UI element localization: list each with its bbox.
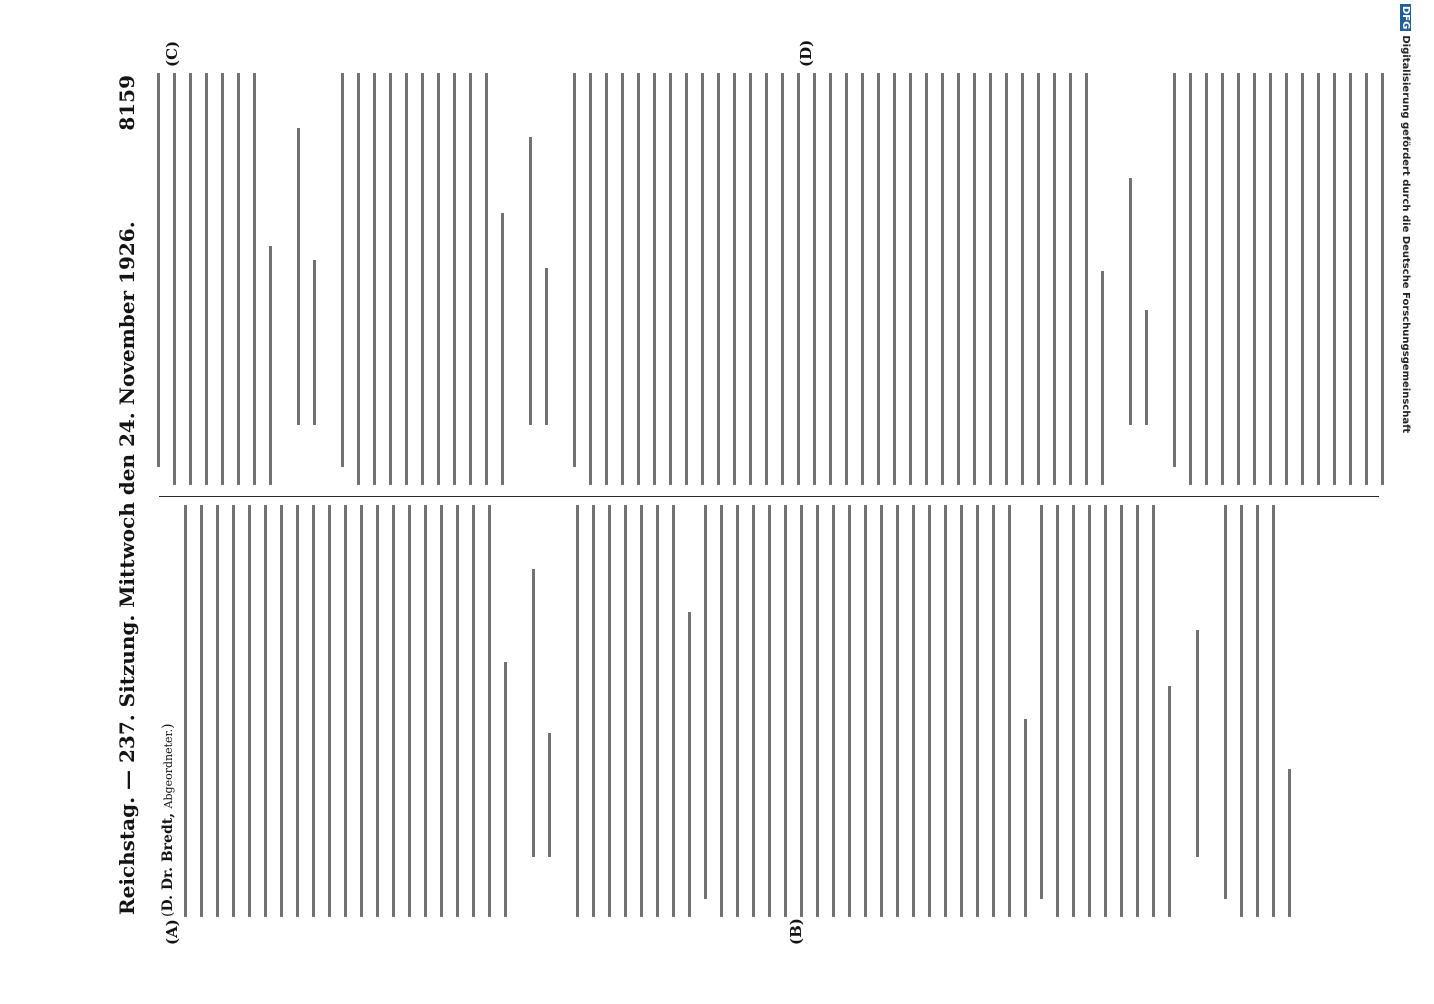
illegible-text-line [1381,73,1384,485]
illegible-text-line [1040,505,1043,899]
illegible-text-line [749,73,752,485]
illegible-text-line [269,246,272,485]
illegible-text-line [184,505,187,917]
illegible-text-line [976,505,979,917]
illegible-text-line [992,505,995,917]
illegible-text-line [893,73,896,485]
illegible-text-line [861,73,864,485]
illegible-text-line [896,505,899,917]
illegible-text-line [232,505,235,917]
paragraph-gap [285,73,297,485]
text-column-right [157,73,1397,485]
illegible-text-line [1285,73,1288,485]
illegible-text-line [501,213,504,485]
illegible-text-line [545,268,548,425]
illegible-text-line [605,73,608,485]
illegible-text-line [877,73,880,485]
illegible-text-line [1021,73,1024,485]
illegible-text-line [781,73,784,485]
illegible-text-line [1129,178,1132,425]
left-text-lines [184,505,1291,917]
illegible-text-line [1072,505,1075,917]
page-number: 8159 [115,75,139,131]
illegible-text-line [313,260,316,425]
illegible-text-line [688,612,691,917]
text-column-left [157,505,1397,917]
paragraph-gap [1212,505,1224,917]
illegible-text-line [704,505,707,899]
illegible-text-line [1237,73,1240,485]
illegible-text-line [1024,719,1027,917]
margin-letter-d: (D) [797,39,815,67]
illegible-text-line [453,73,456,485]
illegible-text-line [1056,505,1059,917]
illegible-text-line [848,505,851,917]
illegible-text-line [341,73,344,467]
illegible-text-line [813,73,816,485]
paragraph-gap [564,505,576,917]
illegible-text-line [1053,73,1056,485]
illegible-text-line [205,73,208,485]
illegible-text-line [280,505,283,917]
illegible-text-line [189,73,192,485]
margin-letter-c: (C) [163,40,181,67]
illegible-text-line [669,73,672,485]
running-header [115,75,145,915]
illegible-text-line [928,505,931,917]
illegible-text-line [784,505,787,917]
illegible-text-line [469,73,472,485]
illegible-text-line [573,73,576,467]
paragraph-gap [517,73,529,485]
illegible-text-line [845,73,848,485]
illegible-text-line [1240,505,1243,917]
illegible-text-line [1136,505,1139,917]
illegible-text-line [421,73,424,485]
illegible-text-line [1104,505,1107,917]
illegible-text-line [1008,505,1011,917]
illegible-text-line [357,73,360,485]
illegible-text-line [960,505,963,917]
illegible-text-line [472,505,475,917]
illegible-text-line [221,73,224,485]
illegible-text-line [653,73,656,485]
illegible-text-line [944,505,947,917]
illegible-text-line [1365,73,1368,485]
illegible-text-line [589,73,592,485]
illegible-text-line [941,73,944,485]
illegible-text-line [608,505,611,917]
illegible-text-line [864,505,867,917]
paragraph-gap [1117,73,1129,485]
margin-letter-b: (B) [787,918,805,945]
speaker-line: (D. Dr. Bredt, Abgeordneter.) [160,723,176,917]
illegible-text-line [1069,73,1072,485]
illegible-text-line [1224,505,1227,899]
dfg-side-note [1393,4,1411,1004]
illegible-text-line [408,505,411,917]
illegible-text-line [297,128,300,425]
illegible-text-line [592,505,595,917]
illegible-text-line [1272,505,1275,917]
illegible-text-line [344,505,347,917]
document-page [97,35,1427,955]
illegible-text-line [720,505,723,917]
illegible-text-line [1205,73,1208,485]
illegible-text-line [701,73,704,485]
illegible-text-line [1173,73,1176,467]
illegible-text-line [456,505,459,917]
illegible-text-line [912,505,915,917]
illegible-text-line [752,505,755,917]
illegible-text-line [1101,271,1104,485]
illegible-text-line [733,73,736,485]
illegible-text-line [1349,73,1352,485]
dfg-logo: DFG [1400,6,1411,30]
illegible-text-line [576,505,579,917]
illegible-text-line [312,505,315,917]
illegible-text-line [816,505,819,917]
illegible-text-line [296,505,299,917]
right-text-lines [157,73,1397,485]
illegible-text-line [624,505,627,917]
illegible-text-line [989,73,992,485]
paragraph-gap [1161,73,1173,485]
illegible-text-line [392,505,395,917]
illegible-text-line [1196,630,1199,857]
speaker-name: D. Dr. Bredt, [160,812,176,912]
illegible-text-line [424,505,427,917]
illegible-text-line [376,505,379,917]
illegible-text-line [264,505,267,917]
illegible-text-line [488,505,491,917]
illegible-text-line [736,505,739,917]
illegible-text-line [216,505,219,917]
illegible-text-line [157,73,160,467]
illegible-text-line [1088,505,1091,917]
illegible-text-line [957,73,960,485]
illegible-text-line [1253,73,1256,485]
illegible-text-line [360,505,363,917]
column-divider [159,496,1379,497]
illegible-text-line [800,505,803,917]
illegible-text-line [389,73,392,485]
illegible-text-line [237,73,240,485]
header-title: Reichstag. — 237. Sitzung. Mittwoch den 24. November 1926. [115,221,139,915]
illegible-text-line [529,137,532,425]
illegible-text-line [1085,73,1088,485]
illegible-text-line [717,73,720,485]
illegible-text-line [485,73,488,485]
illegible-text-line [200,505,203,917]
illegible-text-line [909,73,912,485]
illegible-text-line [797,73,800,485]
illegible-text-line [685,73,688,485]
illegible-text-line [621,73,624,485]
paragraph-gap [520,505,532,917]
illegible-text-line [1288,769,1291,917]
illegible-text-line [832,505,835,917]
illegible-text-line [672,505,675,917]
illegible-text-line [1005,73,1008,485]
illegible-text-line [640,505,643,917]
dfg-note-text: Digitalisierung gefördert durch die Deutsche Forschungsgemeinschaft [1400,35,1411,434]
illegible-text-line [548,733,551,857]
illegible-text-line [253,73,256,485]
illegible-text-line [373,73,376,485]
illegible-text-line [829,73,832,485]
illegible-text-line [405,73,408,485]
illegible-text-line [504,662,507,917]
paragraph-gap [329,73,341,485]
illegible-text-line [1168,686,1171,917]
speaker-role: Abgeordneter. [162,728,175,809]
illegible-text-line [1269,73,1272,485]
illegible-text-line [637,73,640,485]
illegible-text-line [328,505,331,917]
illegible-text-line [173,73,176,485]
illegible-text-line [1317,73,1320,485]
illegible-text-line [656,505,659,917]
illegible-text-line [1221,73,1224,485]
illegible-text-line [1256,505,1259,917]
illegible-text-line [973,73,976,485]
paragraph-gap [561,73,573,485]
illegible-text-line [925,73,928,485]
illegible-text-line [1333,73,1336,485]
illegible-text-line [440,505,443,917]
illegible-text-line [1120,505,1123,917]
illegible-text-line [765,73,768,485]
illegible-text-line [880,505,883,917]
illegible-text-line [768,505,771,917]
illegible-text-line [248,505,251,917]
illegible-text-line [1152,505,1155,917]
paragraph-gap [1184,505,1196,917]
illegible-text-line [437,73,440,485]
illegible-text-line [532,569,535,857]
illegible-text-line [1301,73,1304,485]
illegible-text-line [1189,73,1192,485]
illegible-text-line [1037,73,1040,485]
illegible-text-line [1145,310,1148,425]
margin-letter-a: (A) [163,919,181,945]
